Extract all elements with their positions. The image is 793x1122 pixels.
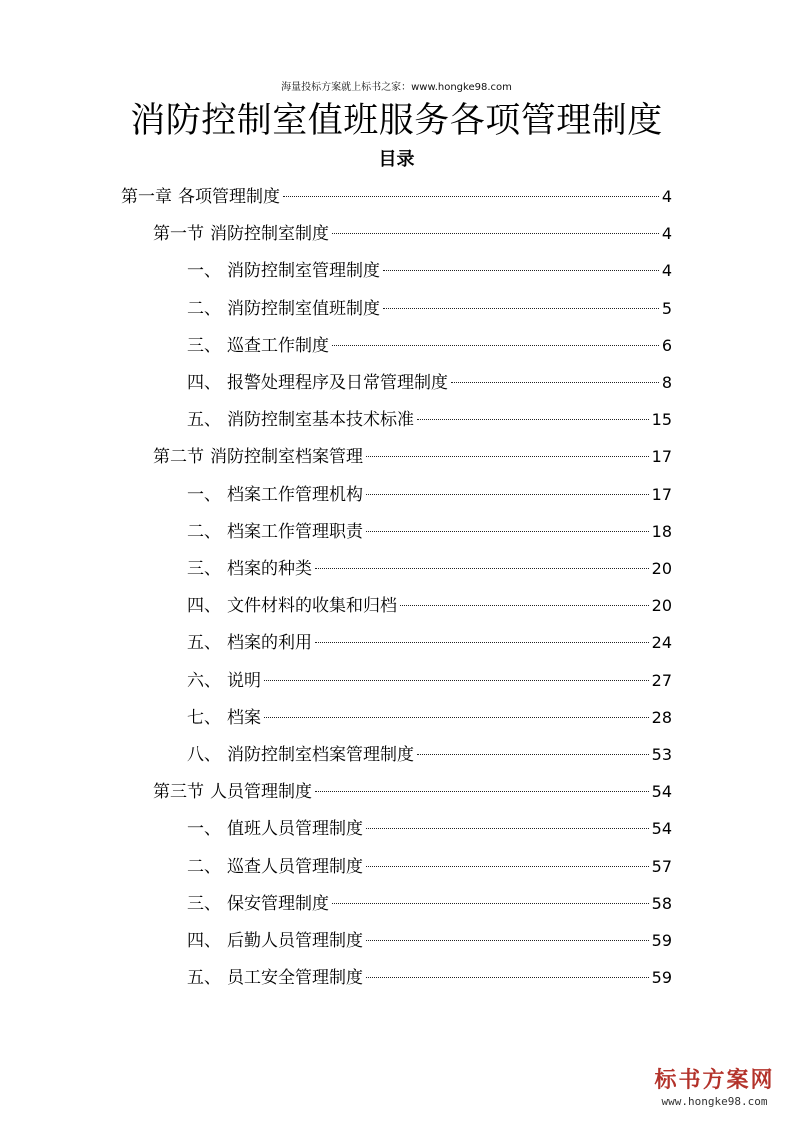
toc-entry-number: 六、: [187, 670, 221, 691]
toc-entry-number: 四、: [187, 373, 221, 393]
toc-dot-leader: [366, 866, 649, 867]
toc-entry[interactable]: [187, 371, 672, 395]
toc-entry-number: 第一章: [121, 187, 172, 207]
toc-entry-label: [153, 222, 329, 246]
toc-entry-page: 54: [651, 782, 672, 802]
toc-dot-leader: [366, 531, 649, 532]
toc-entry-number: 八、: [187, 745, 221, 765]
toc-entry-label: [187, 817, 363, 841]
toc-entry-number: 二、: [187, 856, 221, 877]
toc-entry-label: [187, 929, 363, 953]
toc-entry[interactable]: [187, 892, 672, 916]
toc-entry-label: [187, 483, 363, 507]
toc-entry-page: 4: [661, 261, 672, 281]
toc-entry[interactable]: [187, 743, 672, 767]
toc-entry-label: [187, 669, 261, 693]
toc-entry-page: 54: [651, 819, 672, 839]
toc-entry-label: [153, 445, 363, 469]
toc-entry-label: [187, 966, 363, 990]
toc-entry[interactable]: [153, 222, 672, 246]
toc-dot-leader: [417, 419, 649, 420]
toc-entry-page: 27: [651, 670, 672, 690]
toc-entry[interactable]: [187, 259, 672, 283]
watermark-logo: [642, 1068, 787, 1110]
toc-entry-text: 说明: [227, 670, 261, 691]
toc-entry-page: 59: [651, 931, 672, 950]
toc-dot-leader: [383, 308, 659, 309]
toc-dot-leader: [332, 903, 649, 904]
toc-entry-page: 6: [661, 335, 672, 355]
toc-entry-page: 20: [651, 559, 672, 578]
toc-entry[interactable]: [187, 706, 672, 730]
toc-entry[interactable]: [187, 334, 672, 358]
toc-entry[interactable]: [187, 297, 672, 321]
toc-entry[interactable]: [187, 594, 672, 618]
toc-entry-page: 5: [661, 298, 672, 318]
header-note: 海量投标方案就上标书之家：www.hongke98.com: [281, 82, 512, 93]
toc-entry-number: 五、: [187, 410, 221, 431]
toc-entry-text: 档案的利用: [227, 633, 312, 654]
toc-dot-leader: [264, 680, 649, 681]
toc-entry-label: [153, 780, 312, 804]
toc-entry-text: 员工安全管理制度: [227, 968, 363, 989]
toc-entry-number: 二、: [187, 521, 221, 542]
toc-entry[interactable]: [121, 185, 672, 209]
toc-entry-text: 档案工作管理机构: [227, 484, 363, 505]
document-title: 消防控制室值班服务各项管理制度: [130, 101, 663, 141]
toc-entry-page: 58: [651, 893, 672, 913]
toc-entry[interactable]: [187, 408, 672, 432]
toc-entry-label: [187, 557, 312, 581]
toc-entry-text: 消防控制室值班制度: [227, 298, 380, 319]
toc-dot-leader: [264, 717, 649, 718]
toc-entry-page: 57: [651, 856, 672, 876]
toc-entry-number: 一、: [187, 261, 221, 282]
watermark-url: www.hongke98.com: [661, 1095, 768, 1108]
toc-entry-label: [187, 520, 363, 544]
toc-dot-leader: [366, 494, 649, 495]
toc-entry[interactable]: [187, 557, 672, 581]
toc-dot-leader: [315, 568, 649, 569]
toc-dot-leader: [400, 605, 649, 606]
toc-entry-text: 消防控制室档案管理制度: [227, 745, 414, 765]
toc-entry-number: 四、: [187, 931, 221, 951]
toc-dot-leader: [366, 940, 649, 941]
toc-entry-text: 档案工作管理职责: [227, 521, 363, 542]
toc-entry-label: [187, 892, 329, 916]
toc-entry-text: 消防控制室制度: [210, 224, 329, 245]
toc-entry-number: 三、: [187, 335, 221, 356]
toc-entry-page: 4: [661, 187, 672, 206]
toc-entry-page: 4: [661, 224, 672, 244]
toc-entry-label: [187, 706, 261, 730]
toc-entry[interactable]: [187, 817, 672, 841]
toc-entry[interactable]: [187, 855, 672, 879]
toc-entry-text: 消防控制室管理制度: [227, 261, 380, 282]
toc-entry-text: 消防控制室基本技术标准: [227, 410, 414, 431]
toc-entry-label: [187, 631, 312, 655]
toc-entry-page: 17: [651, 484, 672, 504]
toc-dot-leader: [383, 270, 659, 271]
toc-entry-text: 文件材料的收集和归档: [227, 596, 397, 617]
toc-entry[interactable]: [187, 669, 672, 693]
toc-dot-leader: [315, 642, 649, 643]
toc-entry-text: 消防控制室档案管理: [210, 447, 363, 468]
toc-entry-page: 28: [651, 707, 672, 727]
toc-entry-page: 53: [651, 745, 672, 764]
toc-entry-number: 第二节: [153, 447, 204, 468]
toc-entry-text: 巡查工作制度: [227, 335, 329, 356]
toc-entry-text: 报警处理程序及日常管理制度: [227, 373, 448, 393]
toc-entry-page: 20: [651, 596, 672, 616]
toc-entry-text: 档案的种类: [227, 559, 312, 579]
toc-entry-number: 三、: [187, 559, 221, 579]
toc-entry-page: 24: [651, 633, 672, 653]
toc-entry-text: 后勤人员管理制度: [227, 931, 363, 951]
toc-entry-label: [187, 855, 363, 879]
toc-dot-leader: [417, 754, 649, 755]
toc-entry-label: [187, 743, 414, 767]
toc-dot-leader: [332, 345, 659, 346]
toc-entry-text: 各项管理制度: [178, 187, 280, 207]
toc-dot-leader: [451, 382, 659, 383]
toc-entry[interactable]: [153, 780, 672, 804]
toc-entry-text: 值班人员管理制度: [227, 819, 363, 840]
watermark-title: 标书方案网: [654, 1068, 775, 1093]
toc-entry-number: 四、: [187, 596, 221, 617]
toc-entry[interactable]: [153, 445, 672, 469]
toc-dot-leader: [283, 196, 659, 197]
toc-entry-number: 三、: [187, 893, 221, 914]
toc-entry-number: 七、: [187, 707, 221, 728]
toc-entry[interactable]: [187, 929, 672, 953]
toc-entry-label: [187, 371, 448, 395]
toc-entry-label: [187, 259, 380, 283]
toc-heading: 目录: [378, 149, 415, 170]
toc-entry-label: [187, 594, 397, 618]
toc-entry-label: [187, 408, 414, 432]
toc-entry-label: [187, 297, 380, 321]
toc-entry-text: 人员管理制度: [210, 782, 312, 803]
toc-entry-page: 17: [651, 447, 672, 467]
toc-dot-leader: [366, 828, 649, 829]
toc-dot-leader: [366, 977, 649, 978]
toc-entry[interactable]: [187, 483, 672, 507]
toc-entry-label: [187, 334, 329, 358]
toc-entry-number: 一、: [187, 819, 221, 840]
toc-entry-page: 8: [661, 373, 672, 392]
toc-entry[interactable]: [187, 631, 672, 655]
toc-entry-page: 18: [651, 521, 672, 541]
toc-entry-page: 59: [651, 968, 672, 988]
toc-entry-text: 保安管理制度: [227, 893, 329, 914]
toc-dot-leader: [366, 456, 649, 457]
toc-dot-leader: [332, 233, 659, 234]
toc-entry-number: 一、: [187, 484, 221, 505]
toc-entry-text: 巡查人员管理制度: [227, 856, 363, 877]
toc-entry-text: 档案: [227, 707, 261, 728]
toc-dot-leader: [315, 791, 649, 792]
toc-entry-number: 五、: [187, 633, 221, 654]
toc-entry[interactable]: [187, 520, 672, 544]
toc-entry[interactable]: [187, 966, 672, 990]
toc-entry-number: 第一节: [153, 224, 204, 245]
toc-entry-number: 二、: [187, 298, 221, 319]
toc-entry-number: 第三节: [153, 782, 204, 803]
toc-entry-page: 15: [651, 410, 672, 430]
toc-entry-label: [121, 185, 280, 209]
toc-entry-number: 五、: [187, 968, 221, 989]
